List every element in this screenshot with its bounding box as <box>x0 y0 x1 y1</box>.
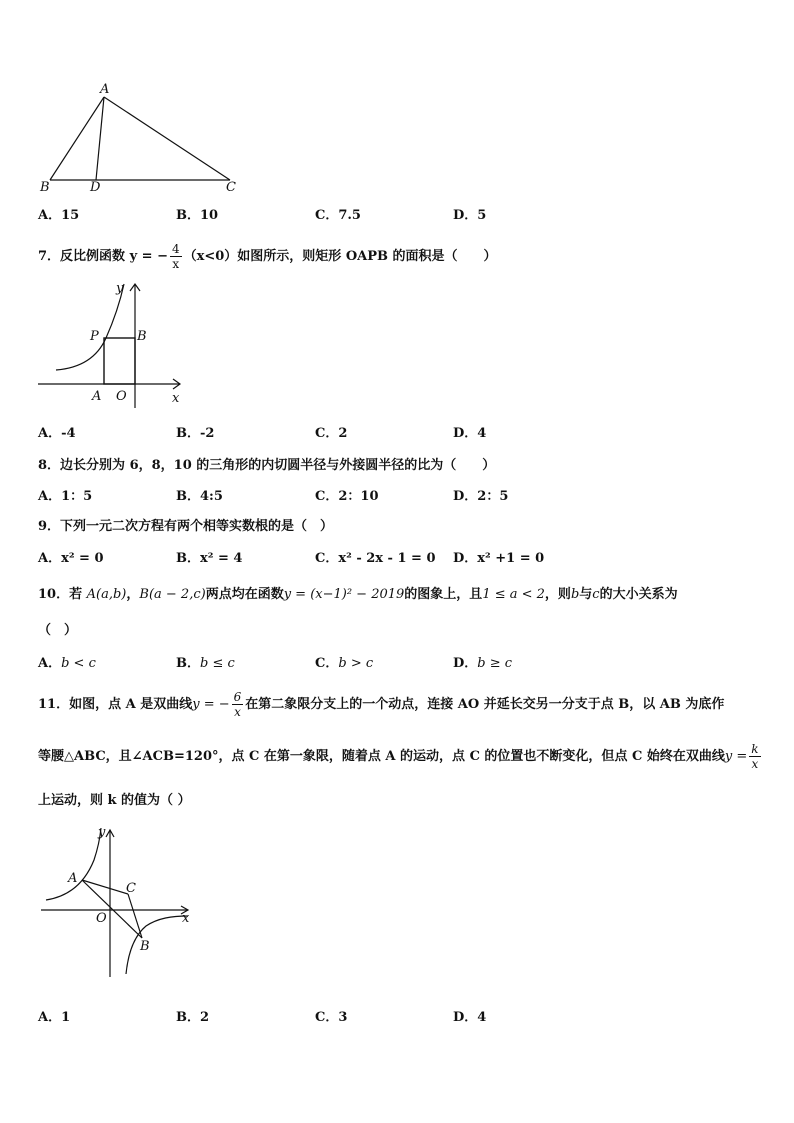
q11-fraction-2 <box>749 742 760 771</box>
q10-option-c-expr: b > c <box>338 656 374 671</box>
q10-c: c <box>592 587 600 602</box>
q10-point-a: A(a,b) <box>86 587 127 602</box>
hyperbola-curve <box>56 284 124 370</box>
q8-option-b: B．4:5 <box>176 489 223 504</box>
q7-option-a: A．-4 <box>38 426 76 441</box>
q7-frac-den: x <box>172 257 180 271</box>
q9-option-c: C．x² - 2x - 1 = 0 <box>315 551 436 566</box>
q7-prefix: 7．反比例函数 y = − <box>38 249 168 264</box>
q7-option-d: D．4 <box>453 426 487 441</box>
label-b: B <box>137 329 147 344</box>
q11-frac2-num: k <box>751 742 759 756</box>
q10-option-a-expr: b < c <box>61 656 96 671</box>
label-a: A <box>100 82 110 97</box>
q11-line1-a: 11．如图，点 A 是双曲线 <box>38 697 193 712</box>
q10-option-d-expr: b ≥ c <box>477 656 513 671</box>
q10-text-d: ，则 <box>544 587 571 602</box>
q9-question: 9．下列一元二次方程有两个相等实数根的是（ ） <box>38 519 334 534</box>
q6-option-d: D．5 <box>453 208 487 223</box>
q11-frac2-den: x <box>751 757 759 771</box>
rectangle-oapb <box>104 338 135 384</box>
q10-option-d <box>453 655 512 673</box>
q8-option-d: D．2：5 <box>453 489 509 504</box>
q10-text-a: 10．若 <box>38 587 87 602</box>
hyperbola-branch-4th-quadrant <box>126 916 188 974</box>
q10-option-c-label: C． <box>315 656 339 671</box>
q6-option-a: A．15 <box>38 208 80 223</box>
segment-ad <box>96 97 104 180</box>
q10-option-b <box>176 655 235 673</box>
q7-fraction <box>170 242 182 271</box>
q7-frac-num: 4 <box>171 242 180 256</box>
q11-frac1-num: 6 <box>233 690 242 704</box>
q9-option-d: D．x² +1 = 0 <box>453 551 545 566</box>
q11-option-a: A．1 <box>38 1010 71 1025</box>
q10-option-c <box>315 655 373 673</box>
label-c: C <box>126 881 136 896</box>
label-y: y <box>116 281 124 296</box>
q10-option-d-label: D． <box>453 656 478 671</box>
q8-option-a: A．1：5 <box>38 489 93 504</box>
q7-option-b: B．-2 <box>176 426 215 441</box>
q10-sep: ， <box>126 587 140 602</box>
q10-function: y = (x−1)² − 2019 <box>283 587 405 602</box>
q8-option-c: C．2：10 <box>315 489 379 504</box>
q10-b: b <box>570 587 580 602</box>
q10-text-c: 的图象上，且 <box>404 587 483 602</box>
label-c: C <box>226 180 236 195</box>
q7-question <box>38 242 497 271</box>
label-d: D <box>90 180 101 195</box>
q11-option-b: B．2 <box>176 1010 210 1025</box>
q10-option-a-label: A． <box>38 656 62 671</box>
q11-line-3: 上运动，则 k 的值为（ ） <box>38 793 191 808</box>
q10-option-b-expr: b ≤ c <box>200 656 235 671</box>
q11-line1-b: 在第二象限分支上的一个动点，连接 AO 并延长交另一分支于点 B，以 AB 为底作 <box>245 697 725 712</box>
q10-option-a <box>38 655 96 673</box>
side-ac <box>104 97 230 180</box>
label-a: A <box>68 871 78 886</box>
q10-text-e: 的大小关系为 <box>599 587 678 602</box>
q11-line1-y: y = − <box>192 697 230 712</box>
label-b: B <box>40 180 50 195</box>
label-x: x <box>182 911 190 926</box>
q10-paren: （ ） <box>38 623 78 638</box>
q11-fraction-1 <box>232 690 244 719</box>
q11-option-c: C．3 <box>315 1010 348 1025</box>
q6-option-b: B．10 <box>176 208 219 223</box>
q11-line2-a: 等腰△ABC，且∠ACB=120°，点 C 在第一象限，随着点 A 的运动，点 C 的位置也不断变化，但点 C 始终在双曲线 <box>38 749 725 764</box>
q11-line2-y: y = <box>724 749 748 764</box>
label-p: P <box>90 329 99 344</box>
q10-question <box>38 586 678 604</box>
q10-with: 与 <box>579 587 593 602</box>
q7-option-c: C．2 <box>315 426 348 441</box>
hyperbola-rectangle-figure <box>34 276 194 408</box>
label-x: x <box>172 391 180 406</box>
label-a: A <box>92 389 102 404</box>
q11-option-d: D．4 <box>453 1010 487 1025</box>
q10-point-b: B(a − 2,c) <box>139 587 206 602</box>
q7-suffix: （x<0）如图所示，则矩形 OAPB 的面积是（ ） <box>183 249 497 264</box>
label-y: y <box>98 825 106 840</box>
q10-option-b-label: B． <box>176 656 200 671</box>
q11-frac1-den: x <box>234 705 241 719</box>
q8-question: 8．边长分别为 6，8，10 的三角形的内切圆半径与外接圆半径的比为（ ） <box>38 458 496 473</box>
q10-text-b: 两点均在函数 <box>205 587 284 602</box>
label-o: O <box>116 389 127 404</box>
label-o: O <box>96 911 107 926</box>
q11-line-2 <box>38 742 763 771</box>
hyperbola-branch-2nd-quadrant <box>46 828 101 900</box>
q11-line-1 <box>38 690 724 719</box>
q9-option-b: B．x² = 4 <box>176 551 243 566</box>
q10-condition: 1 ≤ a < 2 <box>482 587 545 602</box>
q9-option-a: A．x² = 0 <box>38 551 104 566</box>
side-ab <box>50 97 104 180</box>
double-hyperbola-figure <box>38 822 198 982</box>
q6-option-c: C．7.5 <box>315 208 361 223</box>
triangle-abc-figure <box>30 78 260 196</box>
label-b: B <box>140 939 150 954</box>
